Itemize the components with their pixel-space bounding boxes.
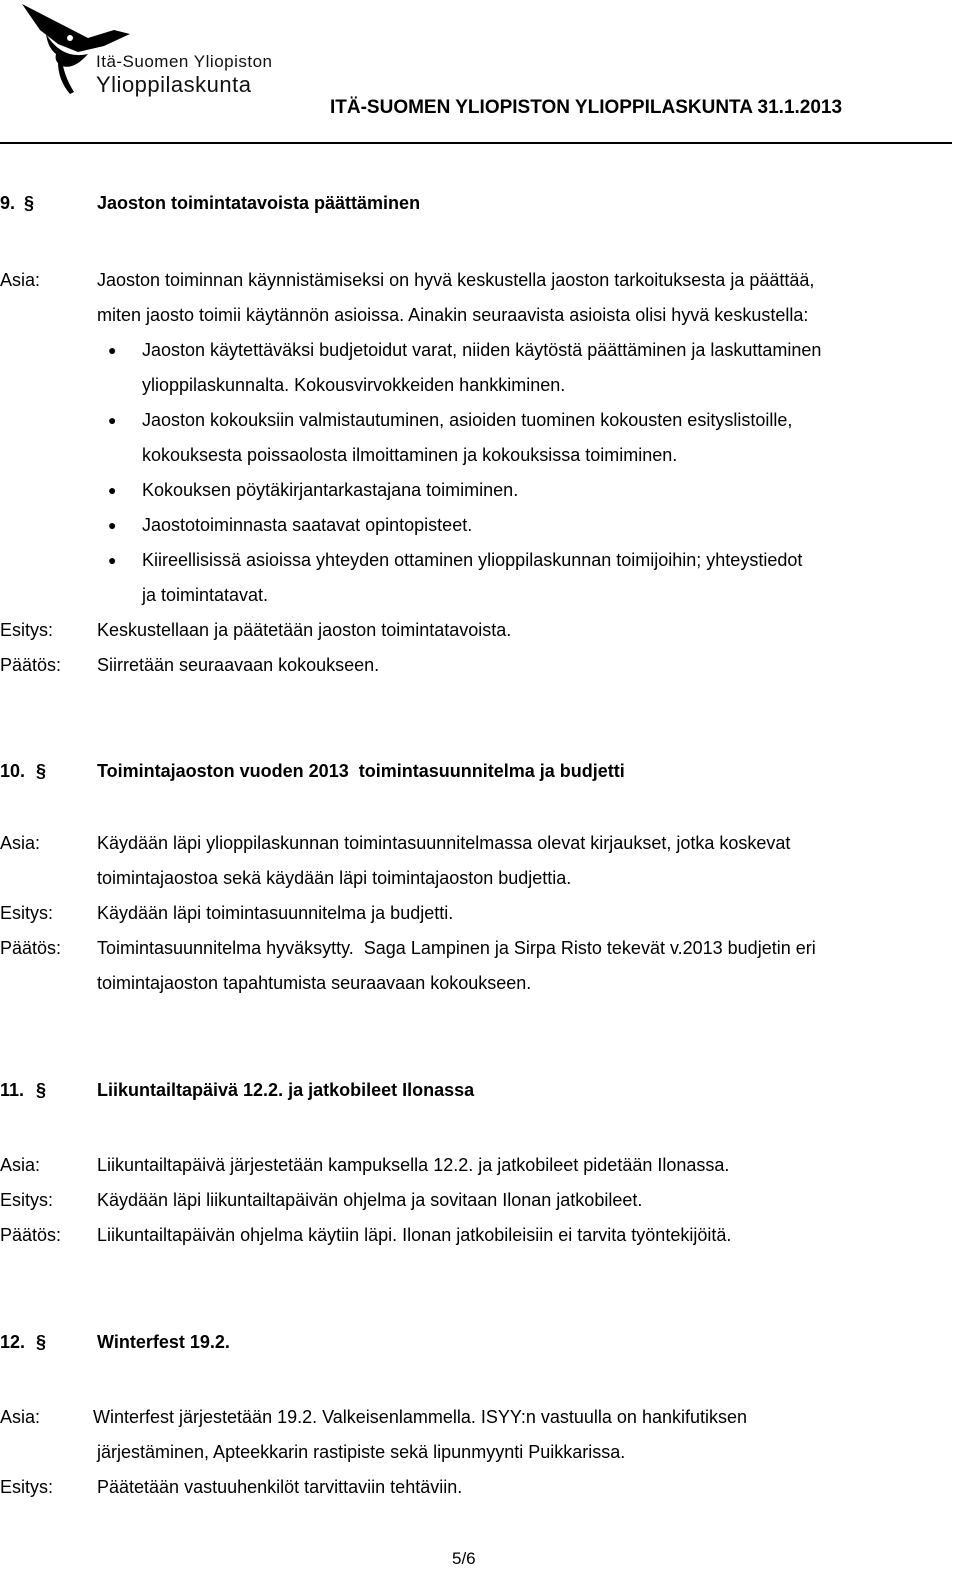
asia-label: Asia:	[0, 270, 41, 290]
section-title: Liikuntailtapäivä 12.2. ja jatkobileet Ilonassa	[97, 1080, 475, 1100]
section-title: Jaoston toimintatavoista päättäminen	[97, 193, 421, 213]
bullet-text-line: Jaoston käytettäväksi budjetoidut varat, niiden käytöstä päättäminen ja laskuttaminen	[142, 340, 822, 360]
paatos-text-line: toimintajaoston tapahtumista seuraavaan kokoukseen.	[97, 973, 532, 993]
section-number: 10.	[0, 761, 26, 781]
header-divider	[0, 142, 952, 144]
section-sign: §	[36, 761, 47, 781]
asia-text-line: Winterfest järjestetään 19.2. Valkeisenlammella. ISYY:n vastuulla on hankifutiksen	[93, 1407, 748, 1427]
page-number: 5/6	[452, 1549, 476, 1568]
bullet-text-line: ja toimintatavat.	[142, 585, 269, 605]
section-number: 9.	[0, 193, 16, 213]
section-sign: §	[36, 1332, 47, 1352]
asia-text-line: Jaoston toiminnan käynnistämiseksi on hyvä keskustella jaoston tarkoituksesta ja päättää,	[97, 270, 815, 290]
logo	[18, 0, 308, 100]
section-title: Toimintajaoston vuoden 2013 toimintasuunnitelma ja budjetti	[97, 761, 625, 781]
bullet-icon: ●	[108, 482, 117, 498]
section-sign: §	[36, 1080, 47, 1100]
paatos-text-line: Toimintasuunnitelma hyväksytty. Saga Lampinen ja Sirpa Risto tekevät v.2013 budjetin eri	[97, 938, 816, 958]
esitys-label: Esitys:	[0, 903, 54, 923]
bullet-text-line: Jaoston kokouksiin valmistautuminen, asioiden tuominen kokousten esityslistoille,	[142, 410, 793, 430]
section-number: 12.	[0, 1332, 26, 1352]
asia-text-line: Käydään läpi ylioppilaskunnan toimintasuunnitelmassa olevat kirjaukset, jotka koskevat	[97, 833, 791, 853]
paatos-text: Siirretään seuraavaan kokoukseen.	[97, 655, 380, 675]
bullet-text-line: Jaostotoiminnasta saatavat opintopisteet.	[142, 515, 473, 535]
esitys-label: Esitys:	[0, 1190, 54, 1210]
bullet-text-line: Kokouksen pöytäkirjantarkastajana toimiminen.	[142, 480, 519, 500]
bullet-text-line: Kiireellisissä asioissa yhteyden ottaminen ylioppilaskunnan toimijoihin; yhteystiedot	[142, 550, 803, 570]
asia-label: Asia:	[0, 833, 41, 853]
bullet-icon: ●	[108, 412, 117, 428]
document-header-title: ITÄ-SUOMEN YLIOPISTON YLIOPPILASKUNTA 31.1.2013	[330, 97, 843, 118]
section-number: 11.	[0, 1080, 25, 1100]
paatos-label: Päätös:	[0, 938, 62, 958]
asia-label: Asia:	[0, 1407, 41, 1427]
esitys-label: Esitys:	[0, 1477, 54, 1497]
bullet-text-line: ylioppilaskunnalta. Kokousvirvokkeiden hankkiminen.	[142, 375, 566, 395]
bullet-icon: ●	[108, 342, 117, 358]
bullet-icon: ●	[108, 517, 117, 533]
esitys-text: Keskustellaan ja päätetään jaoston toimintatavoista.	[97, 620, 512, 640]
section-title: Winterfest 19.2.	[97, 1332, 230, 1352]
asia-label: Asia:	[0, 1155, 41, 1175]
paatos-label: Päätös:	[0, 655, 62, 675]
paatos-text: Liikuntailtapäivän ohjelma käytiin läpi. Ilonan jatkobileisiin ei tarvita työntekijöitä.	[97, 1225, 732, 1245]
esitys-text: Käydään läpi liikuntailtapäivän ohjelma ja sovitaan Ilonan jatkobileet.	[97, 1190, 643, 1210]
logo-text-line2: Ylioppilaskunta	[96, 72, 252, 97]
asia-text-line: järjestäminen, Apteekkarin rastipiste sekä lipunmyynti Puikkarissa.	[97, 1442, 626, 1462]
esitys-label: Esitys:	[0, 620, 54, 640]
asia-text-line: toimintajaostoa sekä käydään läpi toimintajaoston budjettia.	[97, 868, 572, 888]
esitys-text: Päätetään vastuuhenkilöt tarvittaviin tehtäviin.	[97, 1477, 463, 1497]
section-sign: §	[24, 193, 35, 213]
logo-text-line1: Itä-Suomen Yliopiston	[96, 52, 273, 71]
esitys-text: Käydään läpi toimintasuunnitelma ja budjetti.	[97, 903, 454, 923]
bullet-text-line: kokouksesta poissaolosta ilmoittaminen ja kokouksissa toimiminen.	[142, 445, 678, 465]
bullet-icon: ●	[108, 552, 117, 568]
asia-text-line: miten jaosto toimii käytännön asioissa. Ainakin seuraavista asioista olisi hyvä keskustella:	[97, 305, 809, 325]
asia-text: Liikuntailtapäivä järjestetään kampuksella 12.2. ja jatkobileet pidetään Ilonassa.	[97, 1155, 730, 1175]
paatos-label: Päätös:	[0, 1225, 62, 1245]
